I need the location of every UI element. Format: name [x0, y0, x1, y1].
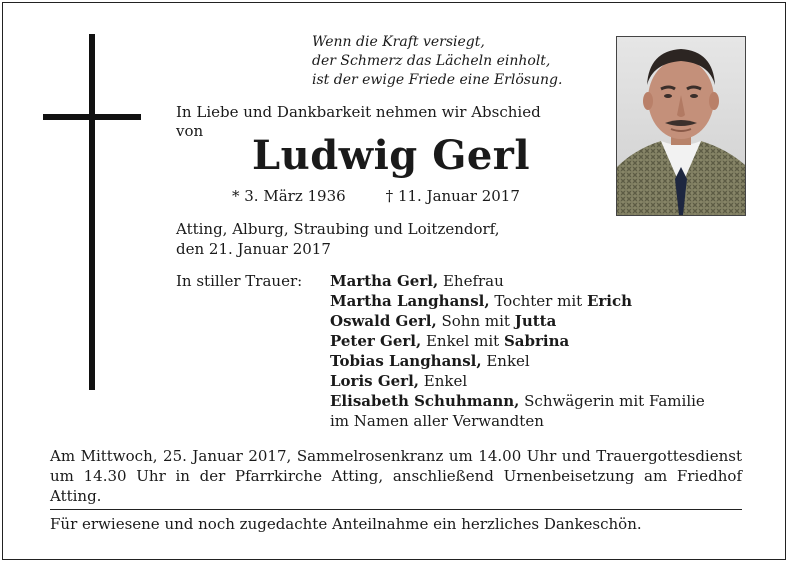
- poem: [312, 33, 562, 90]
- place-line: Atting, Alburg, Straubing und Loitzendorf,: [176, 220, 500, 238]
- mourner-row: [330, 371, 705, 391]
- mourner-relation: Sohn mit: [436, 312, 515, 330]
- cross-vertical-bar: [89, 34, 95, 390]
- mourner-name: Oswald Gerl,: [330, 312, 437, 330]
- mourner-row: [330, 391, 705, 411]
- mourner-row: [330, 331, 705, 351]
- mourner-partner: Jutta: [514, 312, 557, 330]
- cross-horizontal-bar: [43, 114, 141, 120]
- poem-line: der Schmerz das Lächeln einholt,: [312, 53, 551, 69]
- mourners-list: [330, 271, 705, 431]
- poem-line: Wenn die Kraft versiegt,: [312, 34, 485, 50]
- mourner-name: Loris Gerl,: [330, 372, 419, 390]
- mourner-name: Peter Gerl,: [330, 332, 422, 350]
- mourner-relation: Enkel mit: [421, 332, 504, 350]
- poem-line: ist der ewige Friede eine Erlösung.: [312, 72, 563, 88]
- mourner-name: Martha Gerl,: [330, 272, 439, 290]
- mourner-row: [330, 351, 705, 371]
- mourner-relation: Enkel: [419, 372, 468, 390]
- mourners-footer: im Namen aller Verwandten: [330, 412, 544, 430]
- mourner-partner: Sabrina: [503, 332, 570, 350]
- mourner-name: Tobias Langhansl,: [330, 352, 482, 370]
- mourner-relation: Tochter mit: [489, 292, 587, 310]
- mourner-name: Martha Langhansl,: [330, 292, 490, 310]
- mourner-relation: Schwägerin mit Familie: [519, 392, 705, 410]
- intro-line: In Liebe und Dankbarkeit nehmen wir Abschied: [176, 103, 541, 121]
- life-dates: [232, 187, 520, 206]
- mourner-relation: Ehefrau: [438, 272, 504, 290]
- intro-line: von: [176, 122, 204, 140]
- divider: [50, 509, 742, 510]
- thanks-text: Für erwiesene und noch zugedachte Anteilnahme ein herzliches Dankeschön.: [50, 515, 642, 533]
- mourner-row: [330, 291, 705, 311]
- mourner-row: [330, 271, 705, 291]
- mourner-partner: Erich: [586, 292, 633, 310]
- mourner-name: Elisabeth Schuhmann,: [330, 392, 520, 410]
- mourner-row: [330, 311, 705, 331]
- deceased-name: Ludwig Gerl: [252, 132, 531, 179]
- portrait-photo: [616, 36, 746, 216]
- birth-date: * 3. März 1936: [232, 187, 346, 205]
- service-details: Am Mittwoch, 25. Januar 2017, Sammelrosenkranz um 14.00 Uhr und Trauergottesdienst um 14.30 Uhr in der Pfarrkirche Atting, anschließend Urnenbeisetzung am Friedhof Atting.: [50, 447, 742, 505]
- mourners-label: In stiller Trauer:: [176, 272, 303, 290]
- date-line: den 21. Januar 2017: [176, 240, 331, 258]
- place-and-date: [176, 219, 499, 259]
- death-date: † 11. Januar 2017: [385, 187, 520, 205]
- mourner-relation: Enkel: [481, 352, 530, 370]
